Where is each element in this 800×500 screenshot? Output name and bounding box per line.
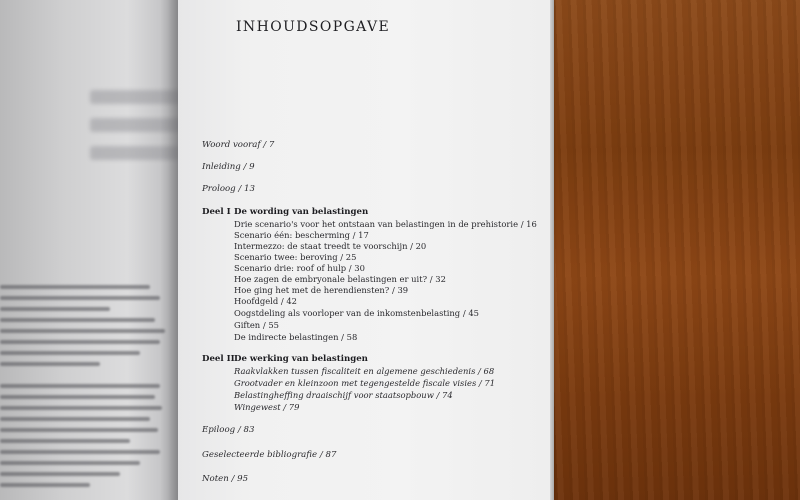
toc-entry-woord-vooraf: Woord vooraf / 7 (202, 140, 275, 150)
part-1-title: De wording van belastingen (234, 207, 369, 217)
part-1-number: Deel I (202, 207, 231, 217)
part-1-chapter: Scenario één: bescherming / 17 (234, 230, 369, 240)
toc-entry-inleiding: Inleiding / 9 (202, 162, 255, 172)
part-2-chapter: Grootvader en kleinzoon met tegengestelde fiscale visies / 71 (234, 378, 496, 388)
toc-entry-epiloog: Epiloog / 83 (202, 425, 255, 435)
part-1-chapter: Hoe ging het met de herendiensten? / 39 (234, 285, 409, 295)
part-1-chapter: Scenario drie: roof of hulp / 30 (234, 263, 365, 273)
part-1-chapter: Drie scenario's voor het ontstaan van belastingen in de prehistorie / 16 (234, 219, 537, 229)
toc-entry-bibliografie: Geselecteerde bibliografie / 87 (202, 450, 337, 460)
part-1-chapter: Giften / 55 (234, 320, 279, 330)
part-1-chapter: Intermezzo: de staat treedt te voorschijn / 20 (234, 241, 427, 251)
part-1-chapter: Oogstdeling als voorloper van de inkomstenbelasting / 45 (234, 308, 479, 318)
toc-entry-proloog: Proloog / 13 (202, 184, 255, 194)
part-1-chapter: Hoofdgeld / 42 (234, 296, 298, 306)
part-2-chapter: Wingewest / 79 (234, 402, 300, 412)
part-1-chapter: De indirecte belastingen / 58 (234, 332, 358, 342)
part-2-number: Deel II (202, 354, 235, 364)
part-2-chapter: Raakvlakken tussen fiscaliteit en algemene geschiedenis / 68 (234, 366, 495, 376)
part-2-title: De werking van belastingen (234, 354, 368, 364)
part-1-chapter: Hoe zagen de embryonale belastingen er uit? / 32 (234, 274, 446, 284)
part-2-chapter: Belastingheffing draaischijf voor staatsopbouw / 74 (234, 390, 453, 400)
toc-entry-noten: Noten / 95 (202, 474, 249, 484)
part-1-chapter: Scenario twee: beroving / 25 (234, 252, 357, 262)
toc-heading: INHOUDSOPGAVE (236, 19, 391, 35)
